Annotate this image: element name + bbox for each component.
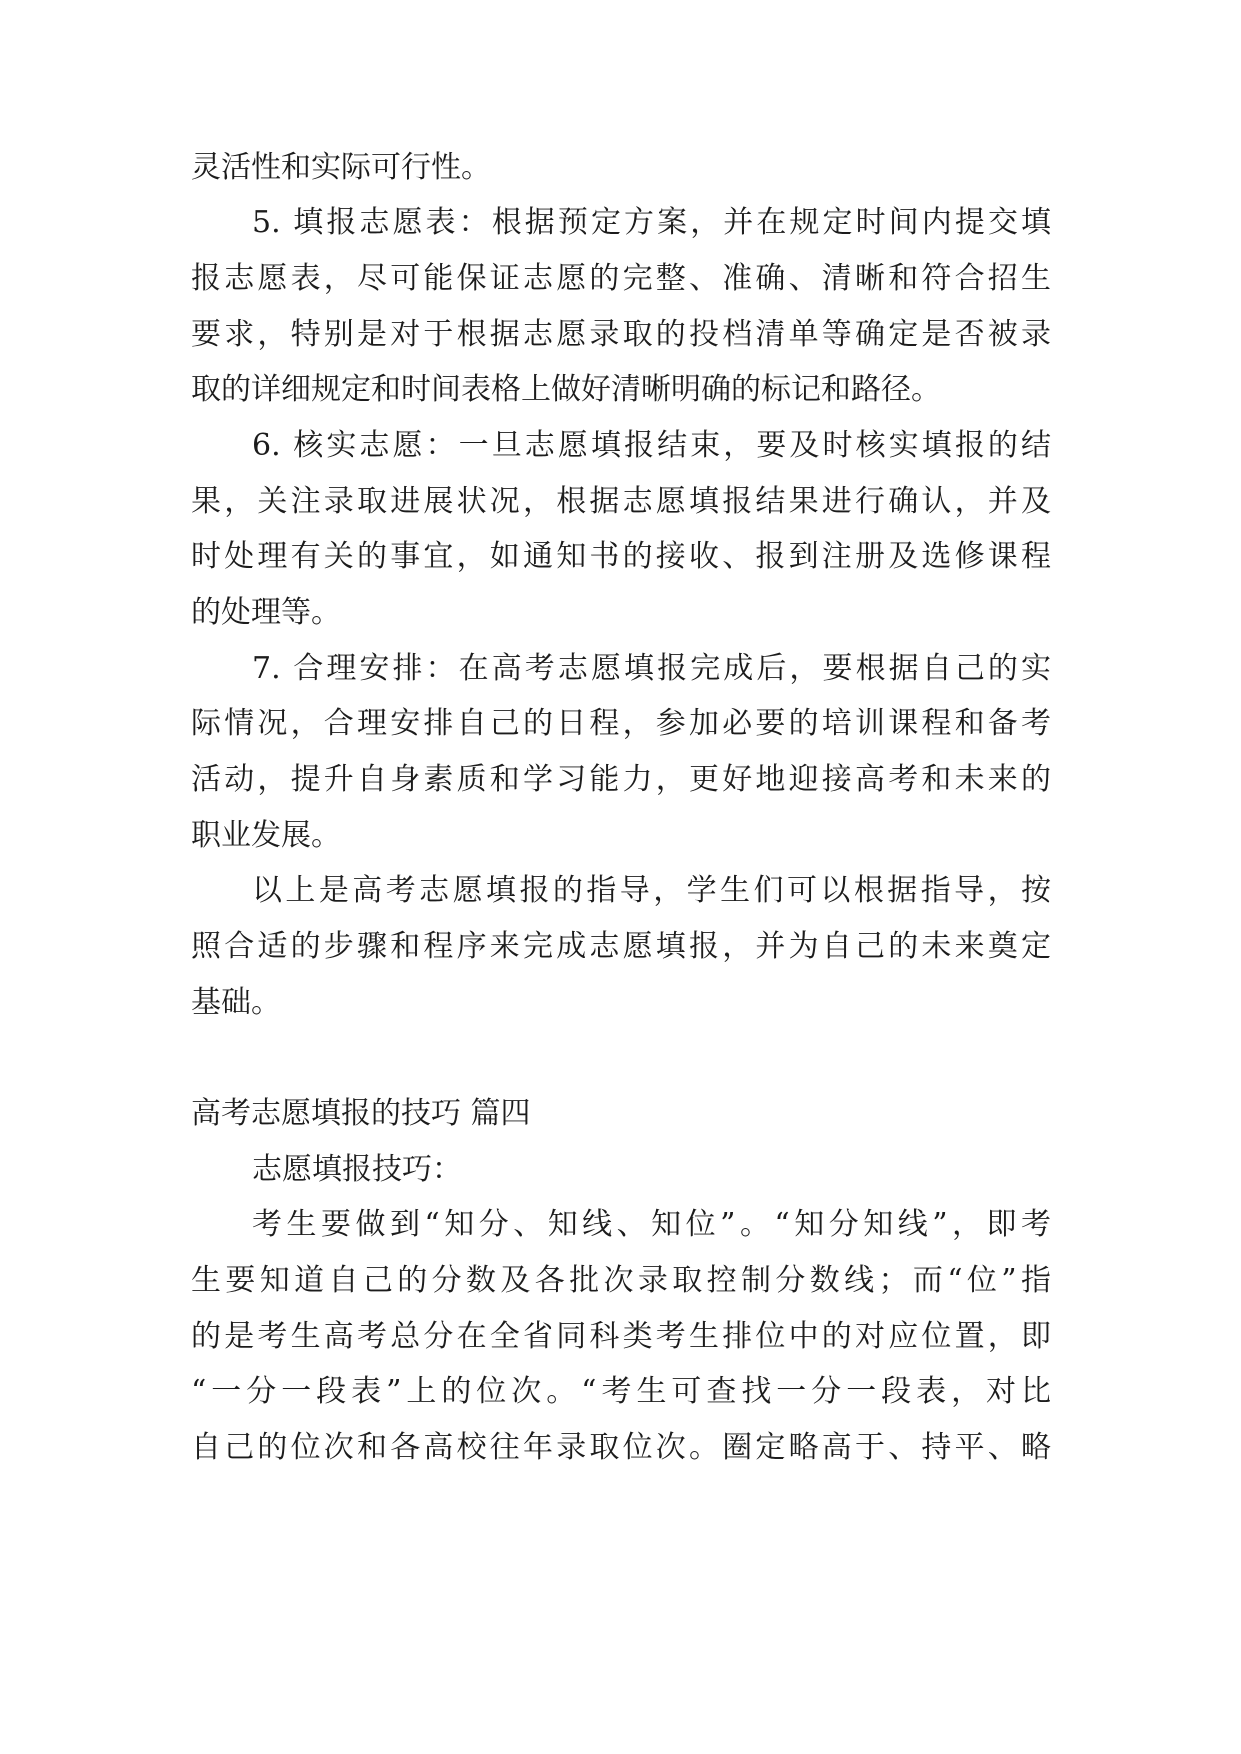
text-line: 5. 填报志愿表：根据预定方案，并在规定时间内提交填 bbox=[252, 205, 1051, 240]
text-line: 果，关注录取进展状况，根据志愿填报结果进行确认，并及 bbox=[191, 484, 1051, 519]
text-line: 7. 合理安排：在高考志愿填报完成后，要根据自己的实 bbox=[252, 651, 1051, 686]
text-line: 的是考生高考总分在全省同科类考生排位中的对应位置，即 bbox=[191, 1319, 1051, 1354]
section-heading: 高考志愿填报的技巧 篇四 bbox=[191, 1096, 531, 1131]
text-line: 活动，提升自身素质和学习能力，更好地迎接高考和未来的 bbox=[191, 762, 1051, 797]
text-line: 照合适的步骤和程序来完成志愿填报，并为自己的未来奠定 bbox=[191, 929, 1051, 964]
text-line: 职业发展。 bbox=[191, 818, 341, 853]
text-line: 取的详细规定和时间表格上做好清晰明确的标记和路径。 bbox=[191, 372, 941, 407]
text-line: 的处理等。 bbox=[191, 595, 341, 630]
text-line: 时处理有关的事宜，如通知书的接收、报到注册及选修课程 bbox=[191, 539, 1051, 574]
text-line: 考生要做到“知分、知线、知位”。“知分知线”，即考 bbox=[252, 1207, 1051, 1242]
text-line: 生要知道自己的分数及各批次录取控制分数线；而“位”指 bbox=[191, 1263, 1051, 1298]
text-line: 基础。 bbox=[191, 985, 281, 1020]
text-line: 灵活性和实际可行性。 bbox=[191, 150, 491, 185]
text-line: 际情况，合理安排自己的日程，参加必要的培训课程和备考 bbox=[191, 706, 1051, 741]
text-line: 志愿填报技巧： bbox=[252, 1152, 462, 1187]
text-line: 6. 核实志愿：一旦志愿填报结束，要及时核实填报的结 bbox=[252, 428, 1051, 463]
text-line: 以上是高考志愿填报的指导，学生们可以根据指导，按 bbox=[252, 873, 1051, 908]
text-line: 报志愿表，尽可能保证志愿的完整、准确、清晰和符合招生 bbox=[191, 261, 1051, 296]
text-line: 要求，特别是对于根据志愿录取的投档清单等确定是否被录 bbox=[191, 317, 1051, 352]
text-line: 自己的位次和各高校往年录取位次。圈定略高于、持平、略 bbox=[191, 1430, 1051, 1465]
text-line: “一分一段表”上的位次。“考生可查找一分一段表，对比 bbox=[191, 1374, 1051, 1409]
